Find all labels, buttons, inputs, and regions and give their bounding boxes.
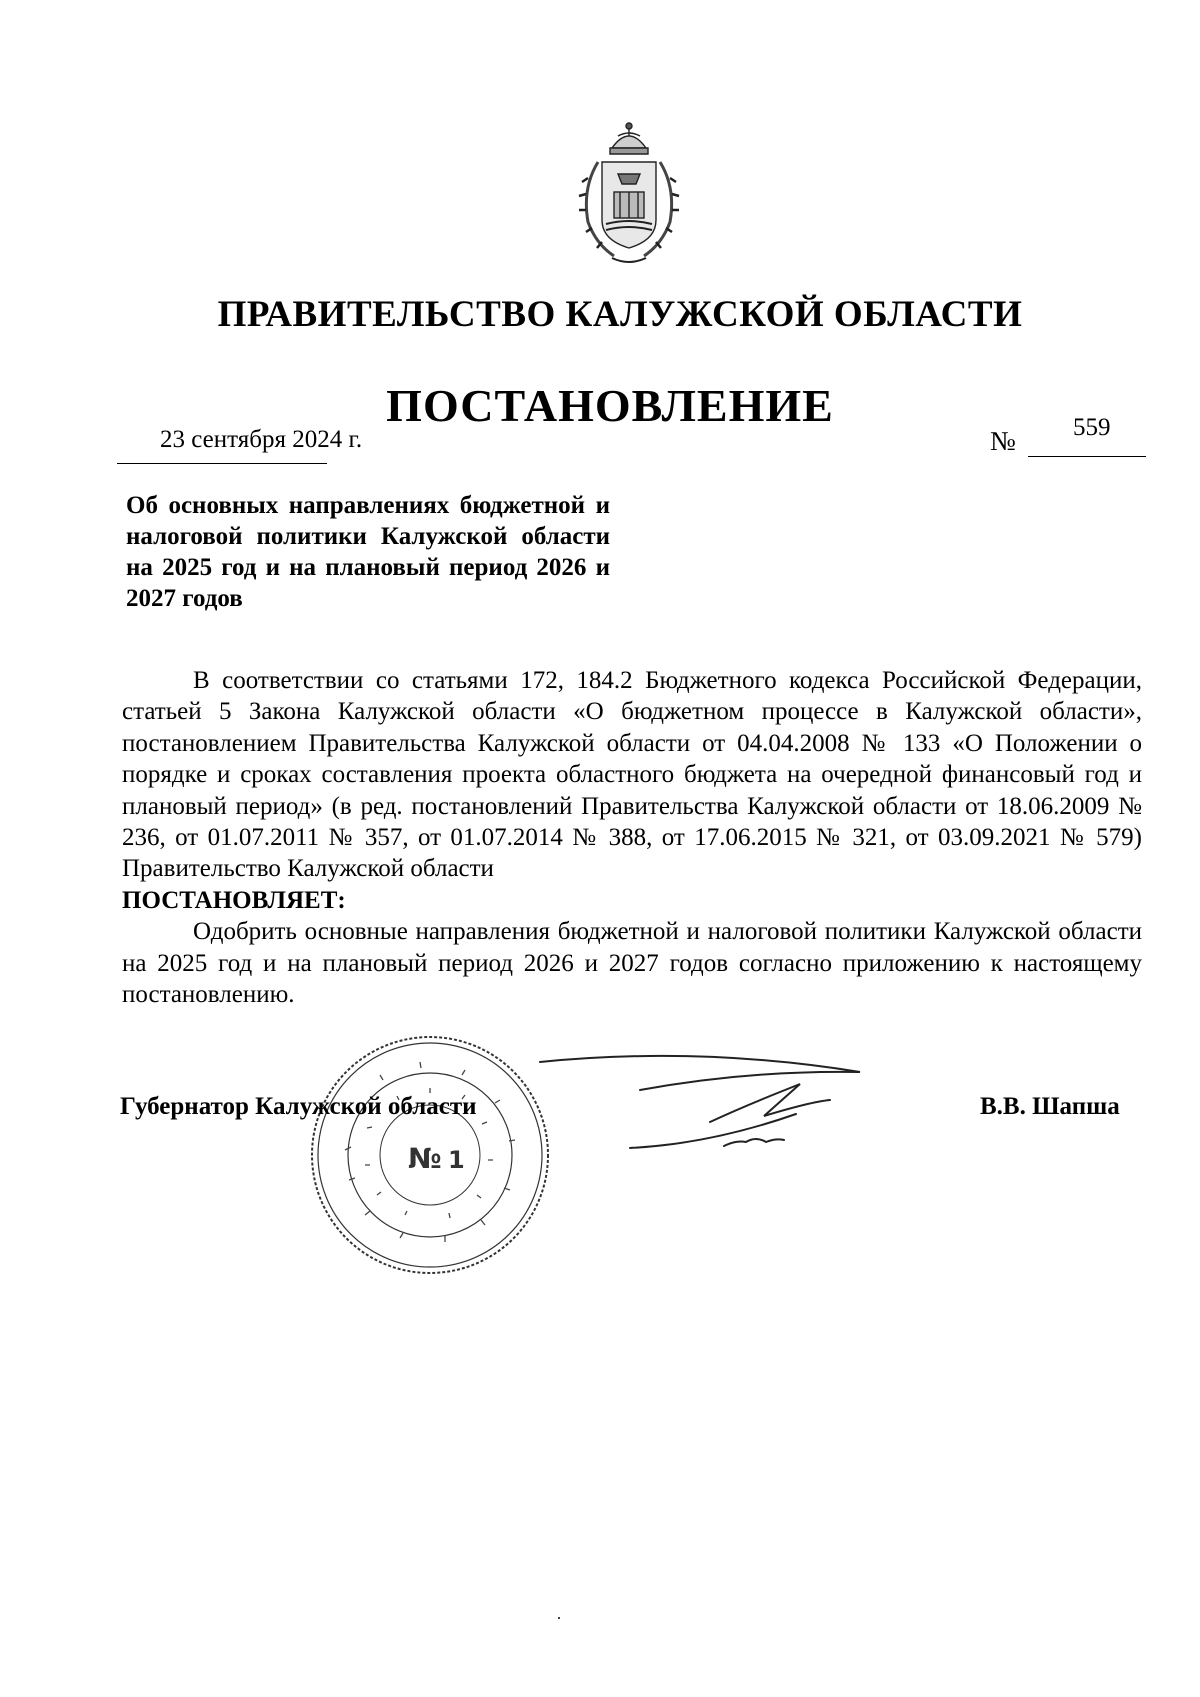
- body-paragraph-1: В соответствии со статьями 172, 184.2 Бюджетного кодекса Российской Федерации, статьей 5 Закона Калужской области «О бюджетном процессе в Калужской области», постановлением Правительства Калужской области от 04.04.2008 № 133 «О Положении о порядке и сроках составления проекта областного бюджета на очередной финансовый год и плановый период» (в ред. постановлений Правительства Калужской области от 18.06.2009 № 236, от 01.07.2011 № 357, от 01.07.2014 № 388, от 17.06.2015 № 321, от 03.09.2021 № 579) Правительство Калужской области: [122, 667, 1142, 883]
- document-body: [122, 665, 1142, 1010]
- scan-artifact-dot: [558, 1617, 560, 1619]
- signer-position: Губернатор Калужской области: [120, 1093, 477, 1120]
- coat-of-arms-icon: [574, 118, 684, 268]
- document-subject: Об основных направлениях бюджетной и налоговой политики Калужской области на 2025 год и на плановый период 2026 и 2027 годов: [126, 492, 610, 612]
- resolves-statement: ПОСТАНОВЛЯЕТ:: [122, 886, 346, 914]
- number-sign: №: [990, 426, 1016, 456]
- document-type-title: ПОСТАНОВЛЕНИЕ: [386, 380, 834, 431]
- date-underline: [117, 463, 327, 464]
- document-number: 559: [1073, 414, 1111, 441]
- government-title: ПРАВИТЕЛЬСТВО КАЛУЖСКОЙ ОБЛАСТИ: [217, 294, 1023, 335]
- svg-text:1: 1: [448, 1146, 465, 1174]
- handwritten-signature-icon: [500, 1050, 940, 1160]
- document-date: 23 сентября 2024 г.: [160, 426, 363, 453]
- body-paragraph-2: Одобрить основные направления бюджетной и налоговой политики Калужской области на 2025 год и на плановый период 2026 и 2027 годов согласно приложению к настоящему постановлению.: [122, 918, 1142, 1009]
- number-underline: [1028, 456, 1146, 457]
- signer-name: В.В. Шапша: [980, 1093, 1120, 1120]
- svg-text:№: №: [408, 1142, 442, 1175]
